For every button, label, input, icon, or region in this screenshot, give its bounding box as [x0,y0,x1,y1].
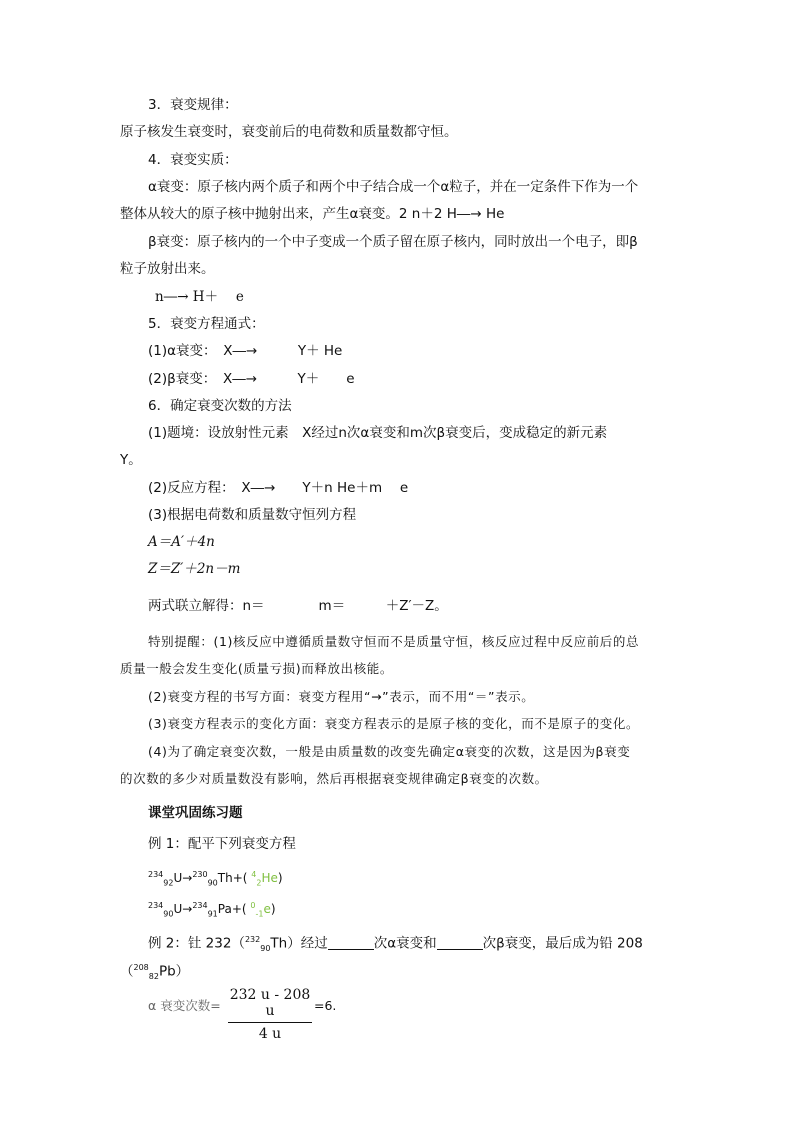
line-decay-rule-heading: 3．衰变规律： [148,97,238,113]
line-beta-general: (2)β衰变： X―→ Y＋ e [148,371,355,387]
line-beta-decay-2: 粒子放射出来。 [120,261,215,277]
line-mass-equation: A＝A′＋4n [148,534,215,550]
fraction-denominator: 4 u [258,1026,282,1042]
fraction-bar [228,1022,312,1023]
line-note-4-2: 的次数的多少对质量数没有影响，然后再根据衰变规律确定β衰变的次数。 [120,771,548,786]
line-count-method-heading: 6．确定衰变次数的方法 [148,398,292,414]
fraction-numerator: 232 u - 208 u [229,987,311,1019]
example-2-line-1: 例 2：钍 232（$^{232}_{90}$Th）经过 次α衰变和 次β衰变，最后成为铅 208 [148,935,643,954]
line-conservation: (3)根据电荷数和质量数守恒列方程 [148,507,357,523]
example-1-equation-2: $^{234}_{90}$U→$^{234}_{91}$Pa+( $^0_{-1}$e) [148,901,276,919]
line-problem-setup-1: (1)题境：设放射性元素 X经过n次α衰变和m次β衰变后，变成稳定的新元素 [148,425,608,441]
answer-blank-beta[interactable] [437,937,483,950]
line-alpha-decay-1: α衰变：原子核内两个质子和两个中子结合成一个α粒子，并在一定条件下作为一个 [148,179,639,195]
line-problem-setup-2: Y。 [120,452,142,468]
line-decay-rule: 原子核发生衰变时，衰变前后的电荷数和质量数都守恒。 [120,124,458,140]
line-beta-equation: n―→ H＋ e [155,289,244,305]
line-alpha-decay-2: 整体从较大的原子核中抛射出来，产生α衰变。2 n＋2 H―→ He [120,206,505,222]
line-solution: 两式联立解得：n＝ m＝ ＋Z′－Z。 [148,598,448,614]
line-note-4-1: (4)为了确定衰变次数，一般是由质量数的改变先确定α衰变的次数，这是因为β衰变 [148,744,631,759]
line-alpha-general: (1)α衰变： X―→ Y＋ He [148,343,343,359]
line-note-2: (2)衰变方程的书写方面：衰变方程用“→”表示，而不用“＝”表示。 [148,689,535,704]
line-note-3: (3)衰变方程表示的变化方面：衰变方程表示的是原子核的变化，而不是原子的变化。 [148,716,640,731]
line-charge-equation: Z＝Z′＋2n－m [148,561,241,577]
line-special-note-1: 特别提醒：(1)核反应中遵循质量数守恒而不是质量守恒，核反应过程中反应前后的总 [148,634,640,649]
line-special-note-2: 质量一般会发生变化(质量亏损)而释放出核能。 [120,661,393,676]
line-beta-decay-1: β衰变：原子核内的一个中子变成一个质子留在原子核内，同时放出一个电子，即β [148,234,638,250]
alpha-count-fraction [228,987,312,1042]
example-2-line-2: （$^{208}_{82}$Pb） [120,963,190,982]
alpha-count-label: α 衰变次数= [148,998,221,1013]
example-1-equation-1: $^{234}_{92}$U→$^{230}_{90}$Th+( $^4_2$He) [148,870,283,888]
section-title: 课堂巩固练习题 [148,805,243,821]
line-reaction-equation: (2)反应方程： X―→ Y＋n He＋m e [148,480,409,496]
alpha-count-result: =6. [314,998,337,1013]
line-general-equation-heading: 5．衰变方程通式： [148,316,265,332]
example-1-title: 例 1：配平下列衰变方程 [148,836,296,852]
line-decay-essence-heading: 4．衰变实质： [148,152,238,168]
answer-blank-alpha[interactable] [328,937,374,950]
